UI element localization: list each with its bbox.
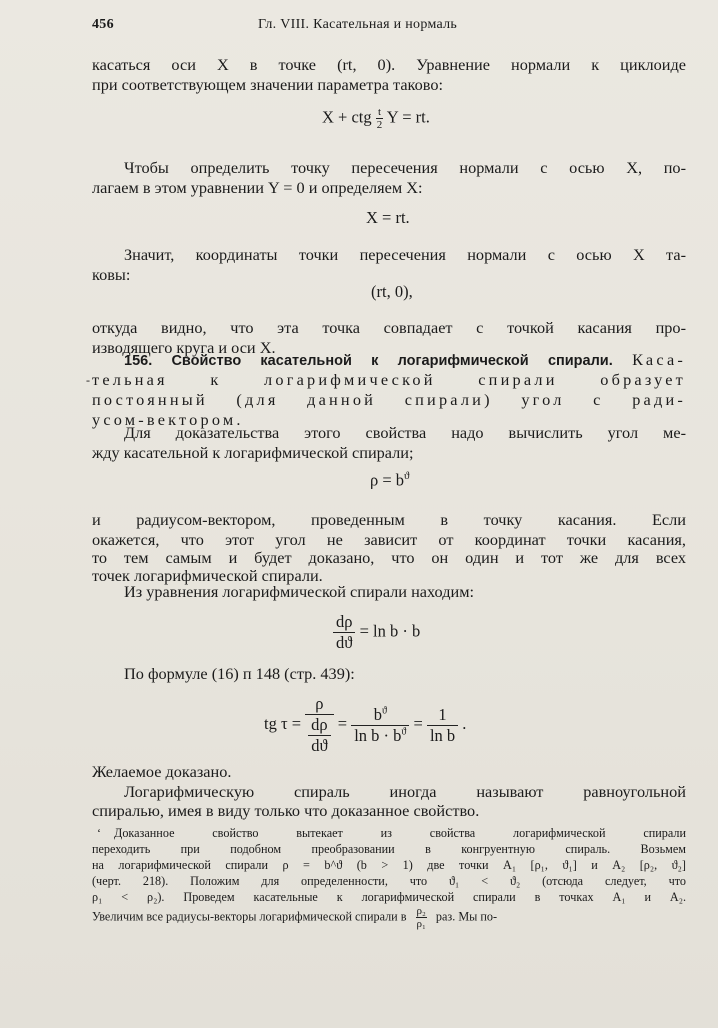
text-line: Чтобы определить точку пересечения нормали с осью X, по- bbox=[124, 158, 686, 177]
text-line: то тем самым и будет доказано, что он один и тот же для всех bbox=[92, 548, 686, 567]
formula-exponent: ϑ bbox=[381, 705, 387, 716]
text-line: ковы: bbox=[92, 265, 131, 284]
text-line: постоянный (для данной спирали) угол с ради- bbox=[92, 390, 686, 409]
footnote-line: ρ₁ < ρ₂). Проведем касательные к логарифмической спирали в точках A₁ и A₂. bbox=[92, 890, 686, 904]
footnote-line: (черт. 218). Положим для определенности, что ϑ₁ < ϑ₂ (отсюда следует, что bbox=[92, 874, 686, 888]
running-title: Гл. VIII. Касательная и нормаль bbox=[258, 17, 458, 32]
fraction bbox=[376, 106, 384, 131]
fraction-denominator: ln b bbox=[429, 725, 456, 745]
fraction-numerator: dρ bbox=[333, 612, 355, 633]
fraction-numerator: 1 bbox=[427, 705, 458, 726]
formula-point: (rt, 0), bbox=[371, 282, 413, 301]
fraction-denominator: 2 bbox=[376, 119, 383, 131]
formula-part: ln b · b bbox=[354, 725, 402, 745]
formula-normal-equation bbox=[322, 106, 430, 131]
fraction bbox=[308, 715, 330, 756]
text-fragment: Увеличим все радиусы-векторы логарифмической спирали в bbox=[92, 909, 407, 924]
text-line: лагаем в этом уравнении Y = 0 и определяем X: bbox=[92, 178, 423, 197]
text-line: Желаемое доказано. bbox=[92, 762, 232, 781]
formula-part: = bbox=[413, 713, 423, 733]
footnote-line: переходить при подобном преобразовании в конгруентную спираль. Возьмем bbox=[92, 842, 686, 856]
formula-part: = bbox=[337, 713, 348, 733]
fraction-denominator: ρ₁ bbox=[416, 918, 426, 930]
fraction-numerator: t bbox=[376, 106, 384, 119]
text-line: при соответствующем значении параметра таково: bbox=[92, 75, 444, 94]
text-line: точек логарифмической спирали. bbox=[92, 566, 323, 585]
fraction bbox=[427, 705, 458, 746]
formula-part: = ln b · b bbox=[359, 621, 421, 641]
formula-part: tg τ = bbox=[264, 713, 302, 733]
footnote-mark: ‘ bbox=[97, 826, 101, 840]
fraction-denominator: dϑ bbox=[311, 736, 328, 755]
margin-mark: - bbox=[86, 373, 90, 387]
section-heading-line bbox=[124, 350, 686, 372]
text-line: Для доказательства этого свойства надо вычислить угол ме- bbox=[124, 423, 686, 442]
fraction bbox=[333, 612, 355, 653]
fraction-denominator bbox=[305, 715, 333, 756]
text-fragment: раз. Мы по- bbox=[435, 909, 498, 924]
text-line: спиралью, имея в виду только что доказанное свойство. bbox=[92, 801, 480, 820]
fraction-numerator: ρ bbox=[305, 694, 333, 715]
formula-exponent: ϑ bbox=[404, 470, 410, 482]
formula-part: . bbox=[462, 713, 467, 733]
fraction-numerator: ρ₂ bbox=[416, 905, 426, 917]
formula-derivative bbox=[333, 612, 420, 653]
fraction-denominator: dϑ bbox=[336, 633, 353, 652]
text-line: Логарифмическую спираль иногда называют равноугольной bbox=[124, 782, 686, 801]
text-line: откуда видно, что эта точка совпадает с точкой касания про- bbox=[92, 318, 686, 337]
formula-exponent: ϑ bbox=[401, 726, 407, 737]
text-line: окажется, что этот угол не зависит от координат точки касания, bbox=[92, 530, 686, 549]
formula-tangent-angle bbox=[264, 694, 466, 756]
text-line: Значит, координаты точки пересечения нормали с осью X та- bbox=[124, 245, 686, 264]
fraction bbox=[305, 694, 333, 756]
text-fragment: Каса- bbox=[632, 350, 687, 369]
section-title: 156. Свойство касательной к логарифмической спирали. bbox=[124, 353, 613, 369]
formula-log-spiral bbox=[370, 470, 410, 491]
fraction bbox=[351, 705, 409, 746]
text-line: жду касательной к логарифмической спирали; bbox=[92, 443, 414, 462]
formula-x-equals: X = rt. bbox=[366, 208, 410, 227]
formula-part: ρ = b bbox=[370, 470, 405, 490]
page-number: 456 bbox=[92, 17, 114, 32]
footnote-line bbox=[92, 905, 686, 930]
text-line: По формуле (16) п 148 (стр. 439): bbox=[124, 664, 355, 683]
text-line: касаться оси X в точке (rt, 0). Уравнение нормали к циклоиде bbox=[92, 55, 686, 74]
text-line: тельная к логарифмической спирали образует bbox=[92, 370, 686, 389]
fraction-numerator bbox=[351, 705, 409, 726]
footnote-line: на логарифмической спирали ρ = b^ϑ (b > 1) две точки A₁ [ρ₁, ϑ₁] и A₂ [ρ₂, ϑ₂] bbox=[92, 858, 686, 872]
fraction bbox=[416, 905, 427, 930]
text-line: Из уравнения логарифмической спирали находим: bbox=[124, 582, 475, 601]
text-line: и радиусом-вектором, проведенным в точку касания. Если bbox=[92, 510, 686, 529]
formula-part: Y = rt. bbox=[386, 107, 430, 127]
text-line: изводящего круга и оси X. bbox=[92, 338, 276, 357]
footnote-line: Доказанное свойство вытекает из свойства логарифмической спирали bbox=[114, 826, 686, 840]
fraction-denominator bbox=[351, 726, 409, 746]
formula-part: X + ctg bbox=[322, 107, 372, 127]
formula-part: b bbox=[373, 704, 382, 724]
fraction-numerator: dρ bbox=[308, 715, 330, 736]
text-line: усом-вектором. bbox=[92, 410, 244, 429]
